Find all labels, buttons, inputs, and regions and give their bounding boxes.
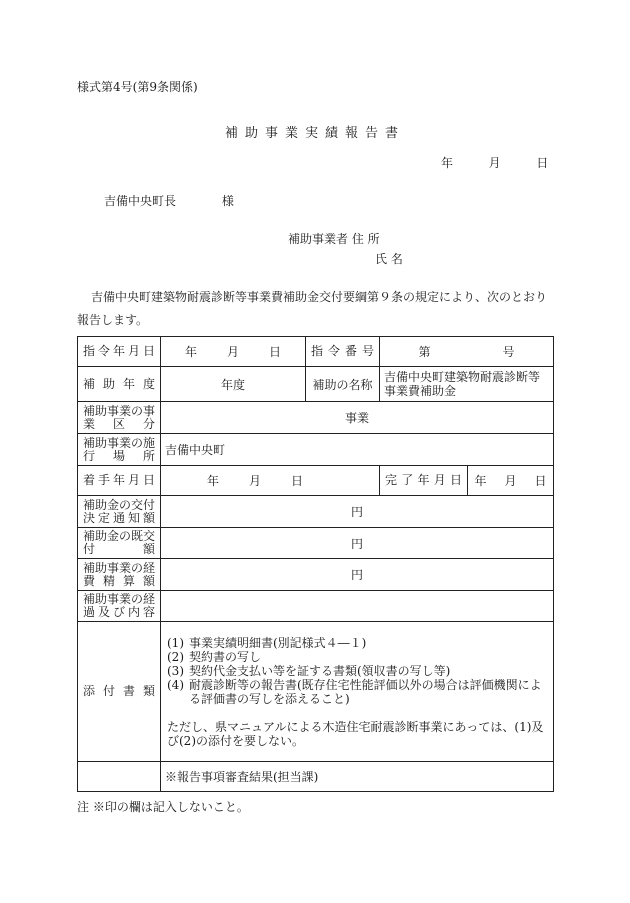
project-location-label: 補助事業の施行場所 (78, 434, 161, 466)
end-date-label: 完了年月日 (380, 466, 468, 496)
subsidy-year-value[interactable]: 年度 (161, 367, 306, 402)
progress-content-value[interactable] (161, 591, 554, 622)
form-number: 様式第4号(第9条関係) (77, 80, 198, 94)
expense-settlement-label: 補助事業の経費精算額 (78, 559, 161, 591)
start-date-value[interactable]: 年 月 日 (161, 466, 380, 496)
order-number-value[interactable]: 第 号 (380, 337, 554, 367)
document-title: 補助事業実績報告書 (224, 126, 405, 141)
date-year: 年 (441, 156, 454, 170)
date-day: 日 (536, 156, 549, 170)
report-date (441, 154, 548, 171)
grant-paid-amount-label: 補助金の既交付額 (78, 528, 161, 559)
table-row (78, 367, 554, 402)
attachments-note: ただし、県マニュアルによる木造住宅耐震診断事業にあっては、(1)及び(2)の添付を要しない。 (167, 719, 544, 748)
project-location-value[interactable]: 吉備中央町 (161, 434, 554, 466)
table-row (78, 337, 554, 367)
list-item: (1) 事業実績明細書(別記様式４―１) (167, 635, 367, 650)
table-row (78, 496, 554, 528)
intro-text: 吉備中央町建築物耐震診断等事業費補助金交付要綱第９条の規定により、次のとおり報告します。 (77, 290, 548, 327)
project-category-value[interactable]: 事業 (161, 402, 554, 434)
table-row (78, 762, 554, 792)
expense-settlement-value[interactable]: 円 (161, 559, 554, 591)
date-month: 月 (488, 156, 501, 170)
table-row (78, 559, 554, 591)
applicant-address-label: 補助事業者 住 所 (288, 232, 380, 246)
grant-paid-amount-value[interactable]: 円 (161, 528, 554, 559)
table-row (78, 466, 554, 496)
applicant-name-label: 氏 名 (375, 252, 403, 266)
subsidy-name-value: 吉備中央町建築物耐震診断等事業費補助金 (380, 367, 554, 402)
order-date-value[interactable]: 年 月 日 (161, 337, 306, 367)
list-item: (3) 契約代金支払い等を証する書類(領収書の写し等) (167, 663, 451, 678)
start-date-label: 着手年月日 (78, 466, 161, 496)
progress-content-label: 補助事業の経過及び内容 (78, 591, 161, 622)
subsidy-year-label: 補助年度 (78, 367, 161, 402)
addressee-name: 吉備中央町長 (104, 194, 177, 208)
review-result-value: ※報告事項審査結果(担当課) (161, 762, 554, 792)
subsidy-name-label: 補助の名称 (306, 367, 380, 402)
list-item: (2) 契約書の写し (167, 649, 262, 664)
table-row (78, 528, 554, 559)
end-date-value[interactable]: 年 月 日 (468, 466, 554, 496)
grant-decision-amount-label: 補助金の交付決定通知額 (78, 496, 161, 528)
order-date-label: 指令年月日 (78, 337, 161, 367)
table-row (78, 434, 554, 466)
table-row (78, 402, 554, 434)
footnote: 注 ※印の欄は記入しないこと。 (77, 800, 249, 814)
list-item: (4) 耐震診断等の報告書(既存住宅性能評価以外の場合は評価機関による評価書の写しを添えること) (167, 677, 542, 706)
table-row (78, 622, 554, 762)
attachments-label: 添付書類 (78, 622, 161, 762)
grant-decision-amount-value[interactable]: 円 (161, 496, 554, 528)
table-row (78, 591, 554, 622)
addressee (104, 192, 234, 209)
report-table (77, 336, 554, 792)
addressee-suffix: 様 (221, 194, 234, 208)
order-number-label: 指令番号 (306, 337, 380, 367)
project-category-label: 補助事業の事業区分 (78, 402, 161, 434)
attachments-list (161, 622, 554, 762)
review-result-label (78, 762, 161, 792)
